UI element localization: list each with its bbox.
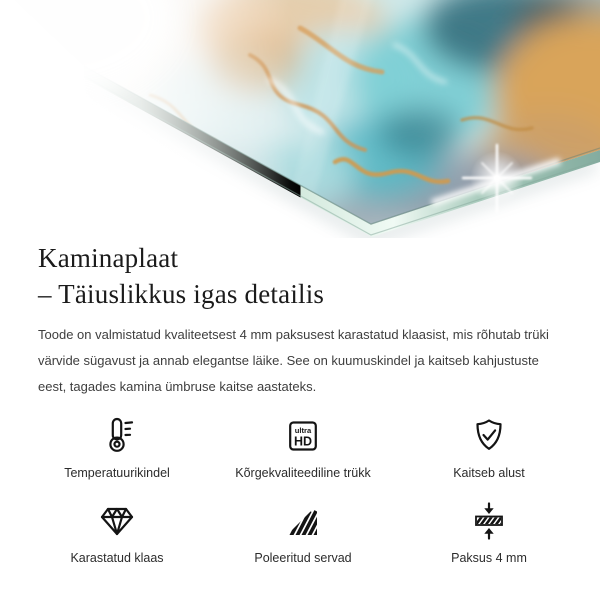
feature-label: Kõrgekvaliteediline trükk [235,466,371,480]
feature-label: Temperatuurikindel [64,466,170,480]
thermometer-icon [97,416,137,456]
feature-label: Kaitseb alust [453,466,525,480]
product-intro-text: Toode on valmistatud kvaliteetsest 4 mm paksusest karastatud klaasist, mis rõhutab trüki värvide sügavust ja annab elegantse läike. See on kuumuskindel ja kaitseb kahjustuste eest, tagades kamina ümbruse kaitse aastateks. [38,327,549,394]
feature-tempered-glass [38,501,196,566]
page-title-line1: Kaminaplaat [38,243,179,273]
product-description-section [0,240,600,566]
feature-row-1 [38,416,568,481]
feature-protects-base [410,416,568,481]
feature-label: Poleeritud servad [254,551,352,565]
feature-thickness [410,501,568,566]
thickness-icon [469,501,509,541]
diamond-icon [97,501,137,541]
ultra-hd-icon [283,416,323,456]
feature-label: Paksus 4 mm [451,551,527,565]
feature-label: Karastatud klaas [70,551,164,565]
page-title-line2: – Täiuslikkus igas detailis [38,279,325,309]
polished-edges-icon [283,501,323,541]
page-title [38,240,568,312]
shield-check-icon [469,416,509,456]
feature-temperature-resistant [38,416,196,481]
product-photo [0,0,600,238]
feature-ultra-hd-print [224,416,382,481]
ultra-hd-badge-bottom: HD [293,434,313,449]
feature-polished-edges [224,501,382,566]
ultra-hd-badge-top: ultra [294,426,312,435]
feature-row-2 [38,501,568,566]
